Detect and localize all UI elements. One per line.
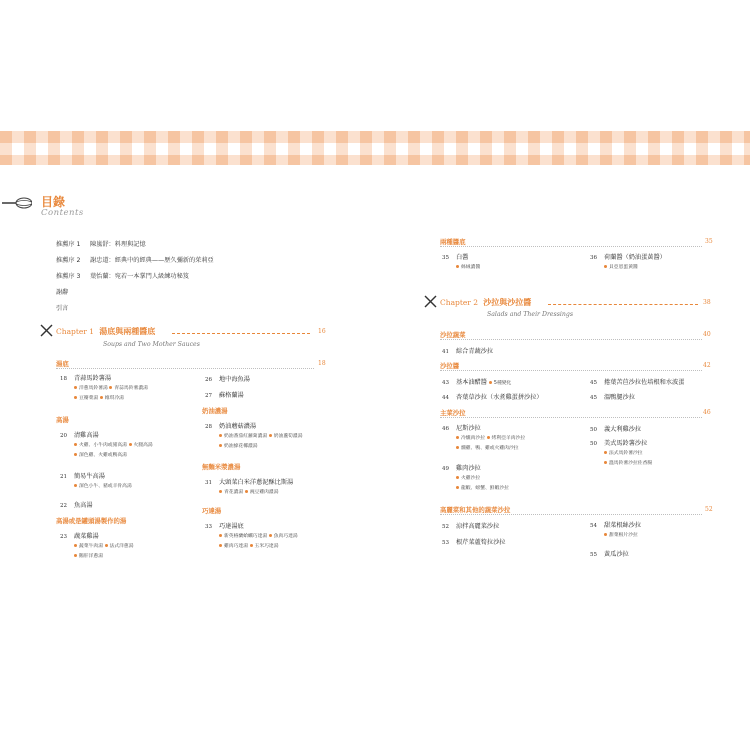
section-rule: [440, 246, 702, 247]
whisk-icon: [2, 196, 32, 210]
recipe-41: 41 綜合青蔬沙拉: [442, 348, 494, 355]
chapter2-page: 38: [703, 299, 711, 306]
section-gaolicai: 高麗菜和其他的蔬菜沙拉: [440, 506, 511, 514]
recipe-26: 26 地中海魚湯: [205, 376, 250, 383]
recipe-20: 20 清雞高湯 火雞、小牛肉或豬高湯 火腿高湯 深色雞、火雞或鴨高湯: [60, 432, 153, 458]
section-rule: [440, 339, 702, 340]
chapter1-subtitle: Soups and Two Mother Sauces: [103, 341, 200, 348]
chapter1-leader: [172, 333, 310, 334]
chapter2-leader: [548, 304, 698, 305]
toc-subtitle: Contents: [41, 208, 84, 218]
section-rule: [440, 417, 702, 418]
fork-knife-icon: [424, 295, 437, 308]
section-shalaqing-page: 40: [703, 331, 711, 338]
section-gaotang: 高湯: [56, 416, 69, 424]
section-liangzhong-page: 35: [705, 238, 713, 245]
section-rule: [440, 370, 702, 371]
recipe-23: 23 蔬菜雞湯 蔬菜牛肉湯 法式洋蔥湯 鵝肝洋蔥湯: [60, 533, 134, 559]
recipe-31: 31 大頭菜白米洋蔥泥酥比斯湯 青花濃湯 豌豆雞肉濃湯: [205, 479, 294, 495]
recipe-49: 49 雞肉沙拉 火雞沙拉 龍蝦、螃蟹、鮮蝦沙拉: [442, 465, 509, 491]
chapter1-heading: Chapter 1 湯底與兩種醬底: [56, 326, 156, 336]
section-naiyou: 奶油濃湯: [202, 407, 228, 415]
recipe-21: 21 簡易牛高湯 深色小牛、豬或羊骨高湯: [60, 473, 132, 489]
recipe-44: 44 杏葉草沙拉（水煮雞蛋拼沙拉）: [442, 394, 543, 401]
section-gaolicai-page: 52: [705, 506, 713, 513]
recipe-43: 43 基本油醋醬 5種變化: [442, 379, 512, 386]
fork-knife-icon: [40, 324, 53, 337]
chapter1-page: 16: [318, 328, 326, 335]
section-shalajiang: 沙拉醬: [440, 362, 460, 370]
section-rule: [440, 514, 702, 515]
section-wudanmi: 無麵米漿濃湯: [202, 463, 241, 471]
section-qiaoda: 巧達湯: [202, 507, 222, 515]
chapter2-heading: Chapter 2 沙拉與沙拉醬: [440, 297, 532, 307]
recipe-53: 53 根芹菜蘆筍拉沙拉: [442, 539, 506, 546]
acknowledgements: 謝辭: [56, 289, 69, 296]
recipe-45b: 45 溫鴨腿沙拉: [590, 394, 635, 401]
recipe-22: 22 魚高湯: [60, 502, 93, 509]
section-tangdi-page: 18: [318, 360, 326, 367]
section-liangzhong: 兩種醬底: [440, 238, 466, 246]
section-mituo: 高湯或是罐頭湯製作的湯: [56, 517, 127, 525]
recipe-36: 36 荷蘭醬（奶油蛋黃醬） 貝亞恩蛋黃醬: [590, 254, 666, 270]
preface-list: [56, 237, 214, 317]
gingham-banner: [0, 131, 750, 165]
section-shalaqing: 沙拉蔬菜: [440, 331, 466, 339]
recipe-35: 35 白醬 絲絨濃醬: [442, 254, 481, 270]
chapter2-subtitle: Salads and Their Dressings: [487, 311, 574, 318]
section-tangdi: 湯底: [56, 360, 69, 368]
recipe-50a: 50 義大利雞沙拉: [590, 426, 642, 433]
toc-title: 目錄: [41, 195, 66, 209]
section-shalajiang-page: 42: [703, 362, 711, 369]
recipe-18: 18 青蒜馬鈴薯湯 洋蔥馬鈴薯湯 青蒜馬鈴薯濃湯 豆瓣菜湯 維琪冷湯: [60, 375, 148, 401]
recipe-52: 52 涼拌高麗菜沙拉: [442, 523, 500, 530]
preface-1: 推薦序 1 陳嵐舒：料理與記憶: [56, 241, 146, 248]
recipe-27: 27 蘇格蘭湯: [205, 392, 244, 399]
introduction: 引言: [56, 305, 69, 312]
preface-3: 推薦序 3 葉怡蘭：宛若一本掌門人級練功秘笈: [56, 273, 189, 280]
section-rule: [56, 368, 314, 369]
recipe-50b: 50 美式馬鈴薯沙拉 法式馬鈴薯沙拉 溫馬鈴薯沙拉佐香腸: [590, 440, 653, 466]
section-zhucai: 主菜沙拉: [440, 409, 466, 417]
recipe-33: 33 巧達湯底 新英格蘭蛤蠣巧達湯 魚肉巧達湯 雞肉巧達湯 玉米巧達湯: [205, 523, 298, 549]
section-zhucai-page: 46: [703, 409, 711, 416]
recipe-54: 54 甜菜根絲沙拉 甜菜根片沙拉: [590, 522, 642, 538]
recipe-45a: 45 捲葉苦苣沙拉佐培根和水波蛋: [590, 379, 685, 386]
recipe-55: 55 黃瓜沙拉: [590, 551, 629, 558]
recipe-28: 28 奶油蘑菇濃湯 奶油番茄紅蘿蔔濃湯 奶油蘆筍濃湯 奶油綠花椰濃湯: [205, 423, 303, 449]
preface-2: 推薦序 2 謝忠道：經典中的經典——歷久彌新的茱莉亞: [56, 257, 214, 264]
recipe-46: 46 尼斯沙拉 冷燻肉沙拉 烤利亞羊肉沙拉 燻雞、鴨、雞或火雞肉沙拉: [442, 425, 526, 451]
